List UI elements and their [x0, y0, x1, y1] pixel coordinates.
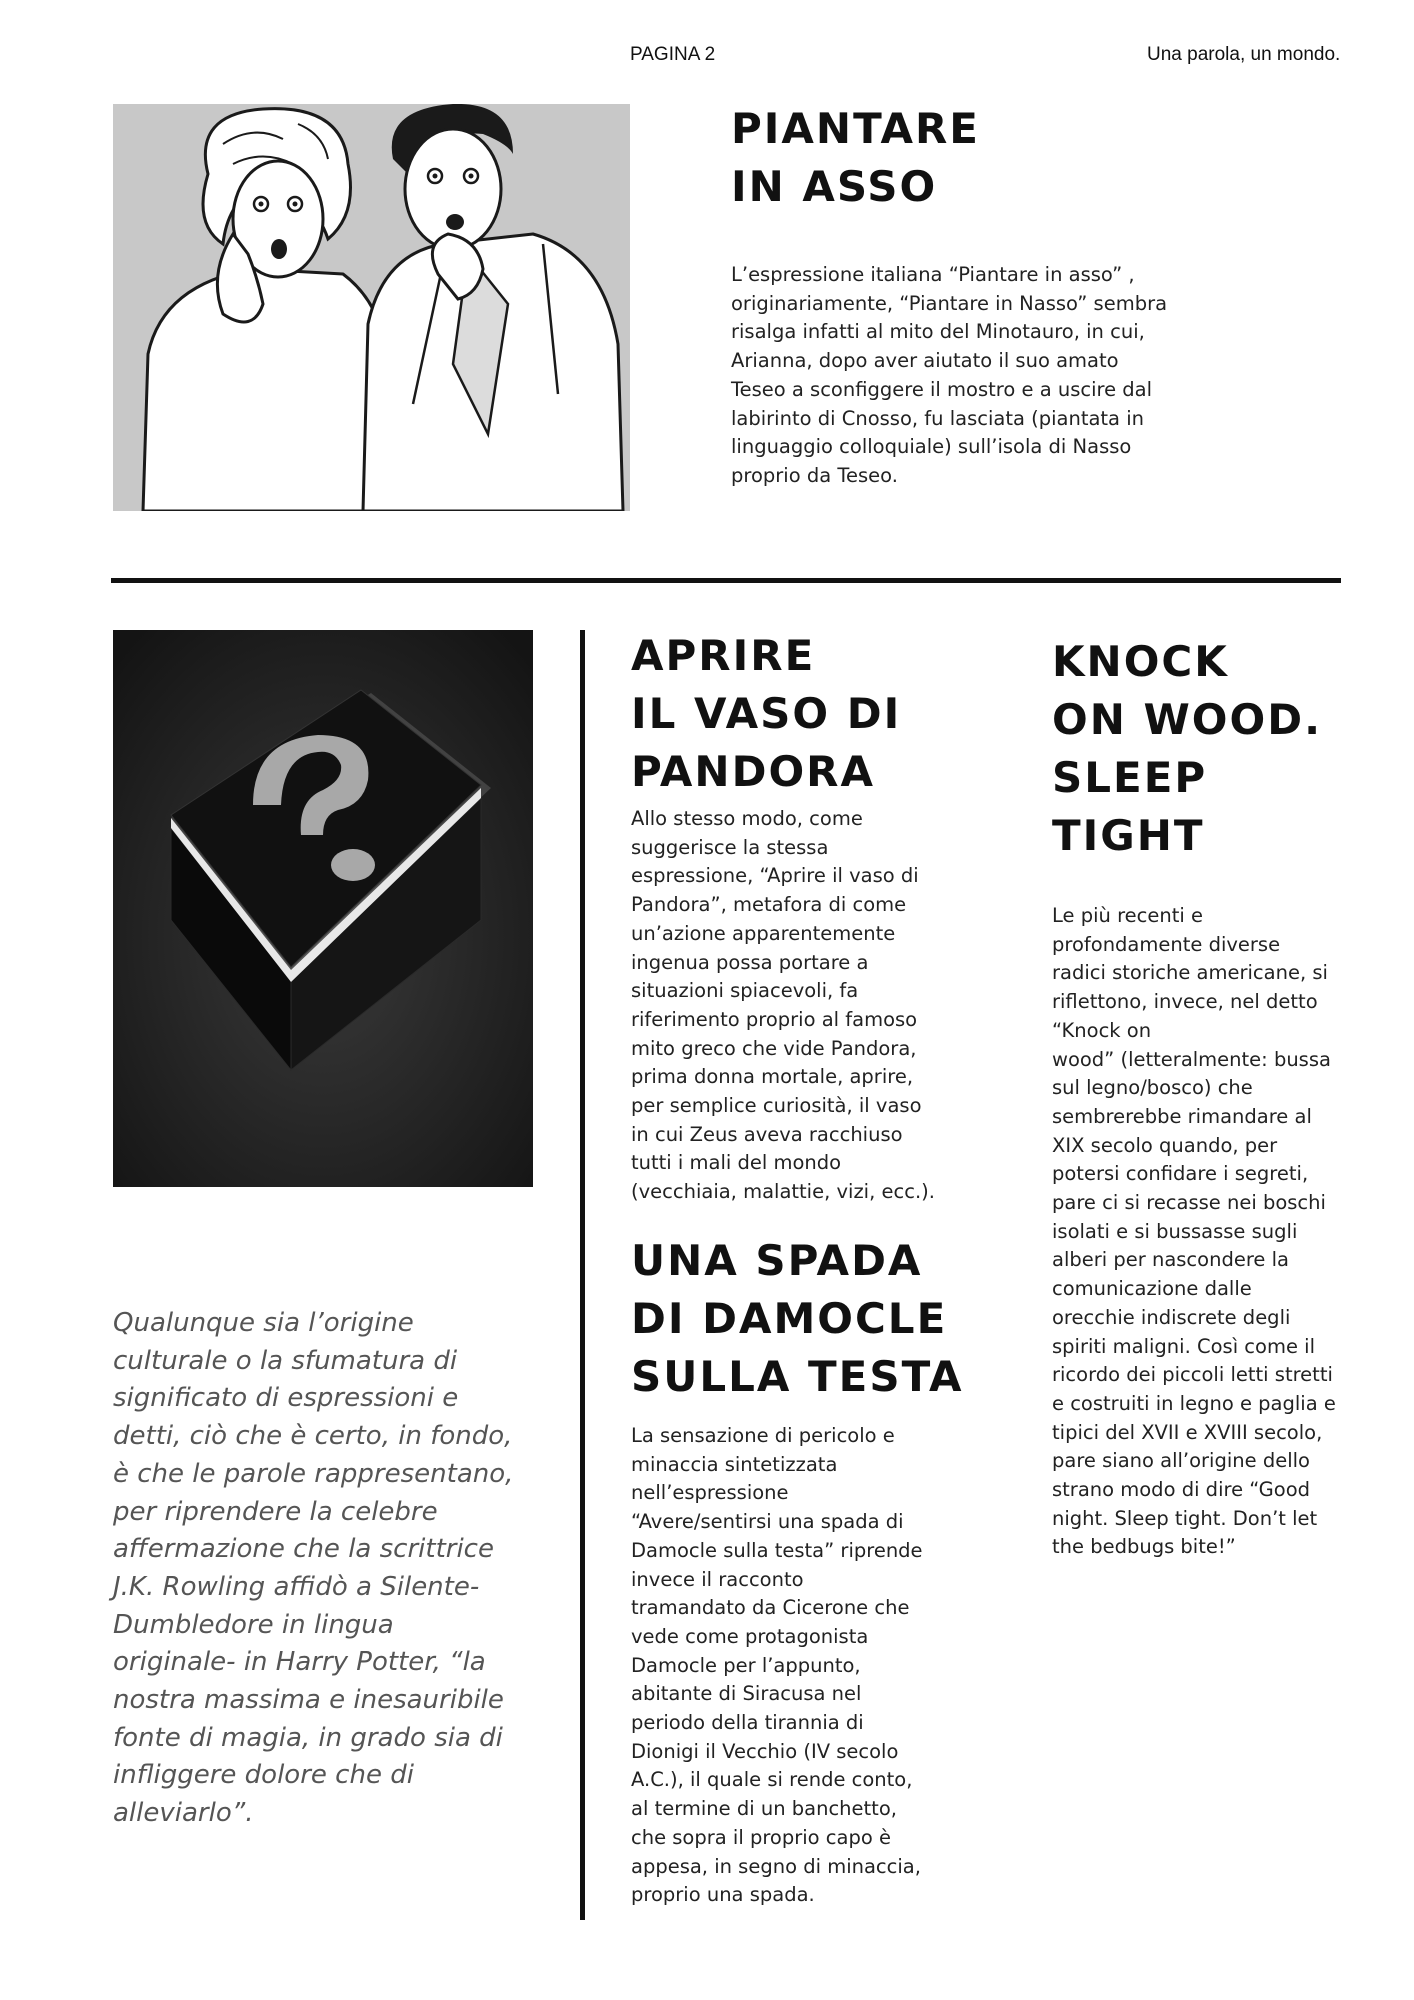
- page-tagline: Una parola, un mondo.: [1147, 44, 1341, 65]
- page-number: PAGINA 2: [630, 44, 716, 65]
- surprised-couple-illustration: [113, 104, 630, 511]
- column-divider: [580, 630, 585, 1920]
- damocle-title: UNA SPADA DI DAMOCLE SULLA TESTA: [631, 1236, 964, 1401]
- pandora-title: APRIRE IL VASO DI PANDORA: [631, 631, 902, 796]
- knock-body: Le più recenti e profondamente diverse radici storiche americane, si riflettono, invece, nel detto “Knock on wood” (letteralmente: bussa sul legno/bosco) che sembrerebbe rimandare al XIX secolo quando, per potersi confidare i segreti, pare ci si recasse nei boschi isolati e si bussasse sugli alberi per nascondere la comunicazione dalle orecchie indiscrete degli spiriti maligni. Così come il ricordo dei piccoli letti stretti e costruiti in legno e paglia e tipici del XVII e XVIII secolo, pare siano all’origine dello strano modo di dire “Good night. Sleep tight. Don’t let the bedbugs bite!”: [1052, 904, 1336, 1559]
- damocle-body: La sensazione di pericolo e minaccia sintetizzata nell’espressione “Avere/sentirsi una spada di Damocle sulla testa” riprende invece il racconto tramandato da Cicerone che vede come protagonista Damocle per l’appunto, abitante di Siracusa nel periodo della tirannia di Dionigi il Vecchio (IV secolo A.C.), il quale si rende conto, al termine di un banchetto, che sopra il proprio capo è appesa, in segno di minaccia, proprio una spada.: [631, 1424, 923, 1907]
- piantare-title: PIANTARE IN ASSO: [731, 104, 980, 211]
- piantare-body: L’espressione italiana “Piantare in asso” , originariamente, “Piantare in Nasso” sembra risalga infatti al mito del Minotauro, in cui, Arianna, dopo aver aiutato il suo amato Teseo a sconfiggere il mostro e a uscire dal labirinto di Cnosso, fu lasciata (piantata in linguaggio colloquiale) sull’isola di Nasso proprio da Teseo.: [731, 263, 1168, 487]
- closing-quote: Qualunque sia l’origine culturale o la sfumatura di significato di espressioni e detti, ciò che è certo, in fondo, è che le parole rappresentano, per riprendere la celebre affermazione che la scrittrice J.K. Rowling affidò a Silente- Dumbledore in lingua originale- in Harry Potter, “la nostra massima e inesauribile fonte di magia, in grado sia di infliggere dolore che di alleviarlo”.: [113, 1308, 514, 1829]
- knock-title: KNOCK ON WOOD. SLEEP TIGHT: [1052, 637, 1323, 860]
- section-divider: [111, 578, 1341, 583]
- black-box-question-mark-photo: [113, 630, 533, 1187]
- pandora-body: Allo stesso modo, come suggerisce la stessa espressione, “Aprire il vaso di Pandora”, metafora di come un’azione apparentemente ingenua possa portare a situazioni spiacevoli, fa riferimento proprio al famoso mito greco che vide Pandora, prima donna mortale, aprire, per semplice curiosità, il vaso in cui Zeus aveva racchiuso tutti i mali del mondo (vecchiaia, malattie, vizi, ecc.).: [631, 807, 935, 1204]
